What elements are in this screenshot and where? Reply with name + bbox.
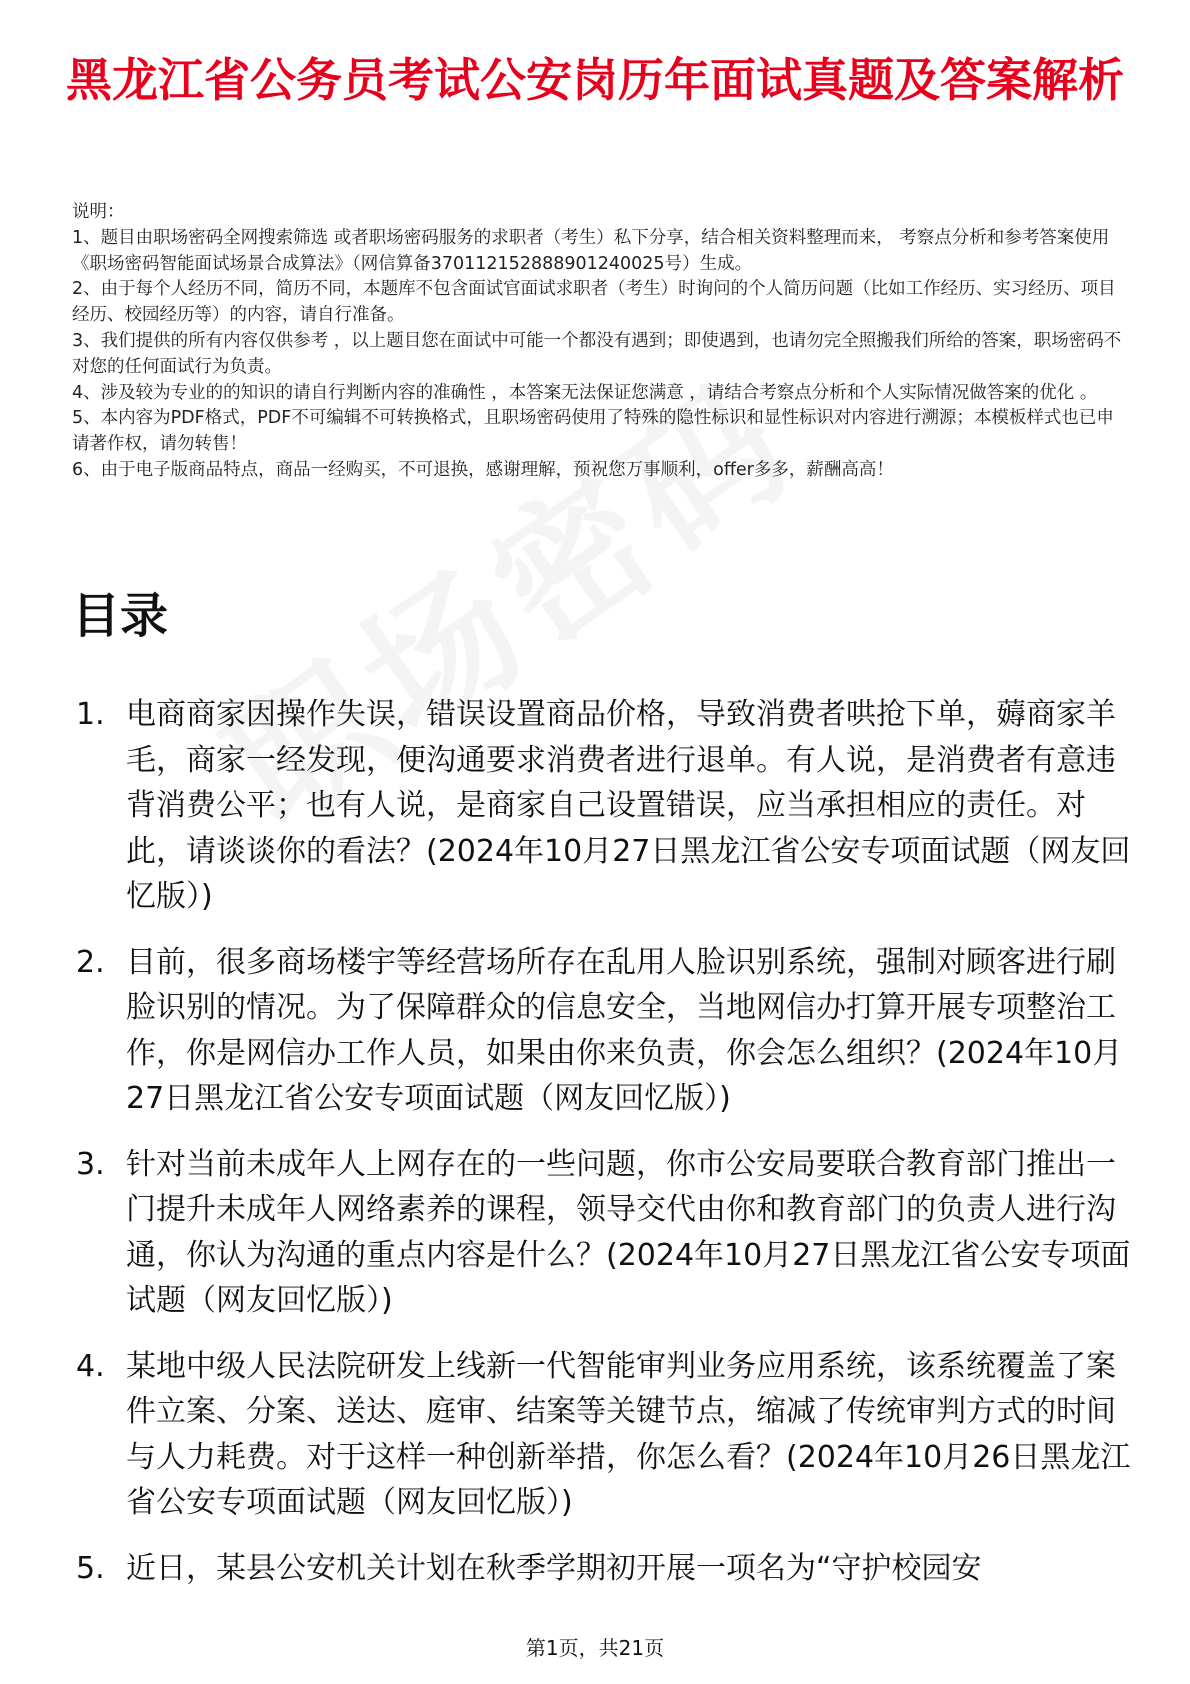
toc-item-text: 目前，很多商场楼宇等经营场所存在乱用人脸识别系统，强制对顾客进行刷脸识别的情况。为了保障群众的信息安全，当地网信办打算开展专项整治工作，你是网信办工作人员，如果由你来负责，你会怎么组织？(2024年10月27日黑龙江省公安专项面试题（网友回忆版）)	[126, 944, 1123, 1116]
note-item: 6、由于电子版商品特点，商品一经购买，不可退换，感谢理解，预祝您万事顺利，offer多多，薪酬高高！	[72, 459, 894, 480]
toc-item[interactable]	[72, 1546, 1132, 1592]
toc-item-text: 针对当前未成年人上网存在的一些问题，你市公安局要联合教育部门推出一门提升未成年人网络素养的课程，领导交代由你和教育部门的负责人进行沟通，你认为沟通的重点内容是什么？(2024年10月27日黑龙江省公安专项面试题（网友回忆版）)	[126, 1146, 1131, 1318]
document-title: 黑龙江省公务员考试公安岗历年面试真题及答案解析	[66, 53, 1124, 107]
toc-item[interactable]	[72, 940, 1132, 1122]
toc-item-text: 某地中级人民法院研发上线新一代智能审判业务应用系统，该系统覆盖了案件立案、分案、送达、庭审、结案等关键节点，缩减了传统审判方式的时间与人力耗费。对于这样一种创新举措，你怎么看？(2024年10月26日黑龙江省公安专项面试题（网友回忆版）)	[126, 1348, 1131, 1520]
note-item: 5、本内容为PDF格式，PDF不可编辑不可转换格式，且职场密码使用了特殊的隐性标识和显性标识对内容进行溯源；本模板样式也已申请著作权，请勿转售！	[72, 408, 1114, 455]
note-item: 3、我们提供的所有内容仅供参考 ，以上题目您在面试中可能一个都没有遇到；即使遇到，也请勿完全照搬我们所给的答案，职场密码不对您的任何面试行为负责。	[72, 330, 1122, 377]
toc-item-number: 1.	[76, 697, 105, 732]
notes-heading: 说明：	[72, 202, 125, 222]
toc-heading: 目录	[72, 588, 169, 644]
note-item: 2、由于每个人经历不同，简历不同，本题库不包含面试官面试求职者（考生）时询问的个人简历问题（比如工作经历、实习经历、项目经历、校园经历等）的内容，请自行准备。	[72, 279, 1116, 326]
page-footer: 第1页，共21页	[525, 1636, 665, 1660]
toc-item[interactable]	[72, 1142, 1132, 1324]
toc-item-number: 5.	[76, 1550, 105, 1586]
toc-item-number: 3.	[76, 1146, 105, 1182]
toc-item-number: 2.	[76, 944, 105, 980]
toc-list	[72, 692, 1132, 1611]
notes-section	[72, 200, 1122, 484]
toc-item[interactable]	[72, 1344, 1132, 1526]
note-item: 4、涉及较为专业的的知识的请自行判断内容的准确性 ，本答案无法保证您满意 ，请结合考察点分析和个人实际情况做答案的优化 。	[72, 382, 1098, 403]
toc-item-text: 近日，某县公安机关计划在秋季学期初开展一项名为“守护校园安	[126, 1550, 982, 1586]
toc-item[interactable]	[72, 692, 1132, 920]
toc-item-text: 电商商家因操作失误，错误设置商品价格，导致消费者哄抢下单，薅商家羊毛，商家一经发现，便沟通要求消费者进行退单。有人说，是消费者有意违背消费公平；也有人说，是商家自己设置错误，应当承担相应的责任。对此，请谈谈你的看法？(2024年10月27日黑龙江省公安专项面试题（网友回忆版）)	[126, 697, 1131, 914]
note-item: 1、题目由职场密码全网搜索筛选 或者职场密码服务的求职者（考生）私下分享，结合相关资料整理而来， 考察点分析和参考答案使用《职场密码智能面试场景合成算法》（网信算备370112152888901240025号）生成。	[72, 227, 1110, 274]
toc-item-number: 4.	[76, 1348, 105, 1384]
